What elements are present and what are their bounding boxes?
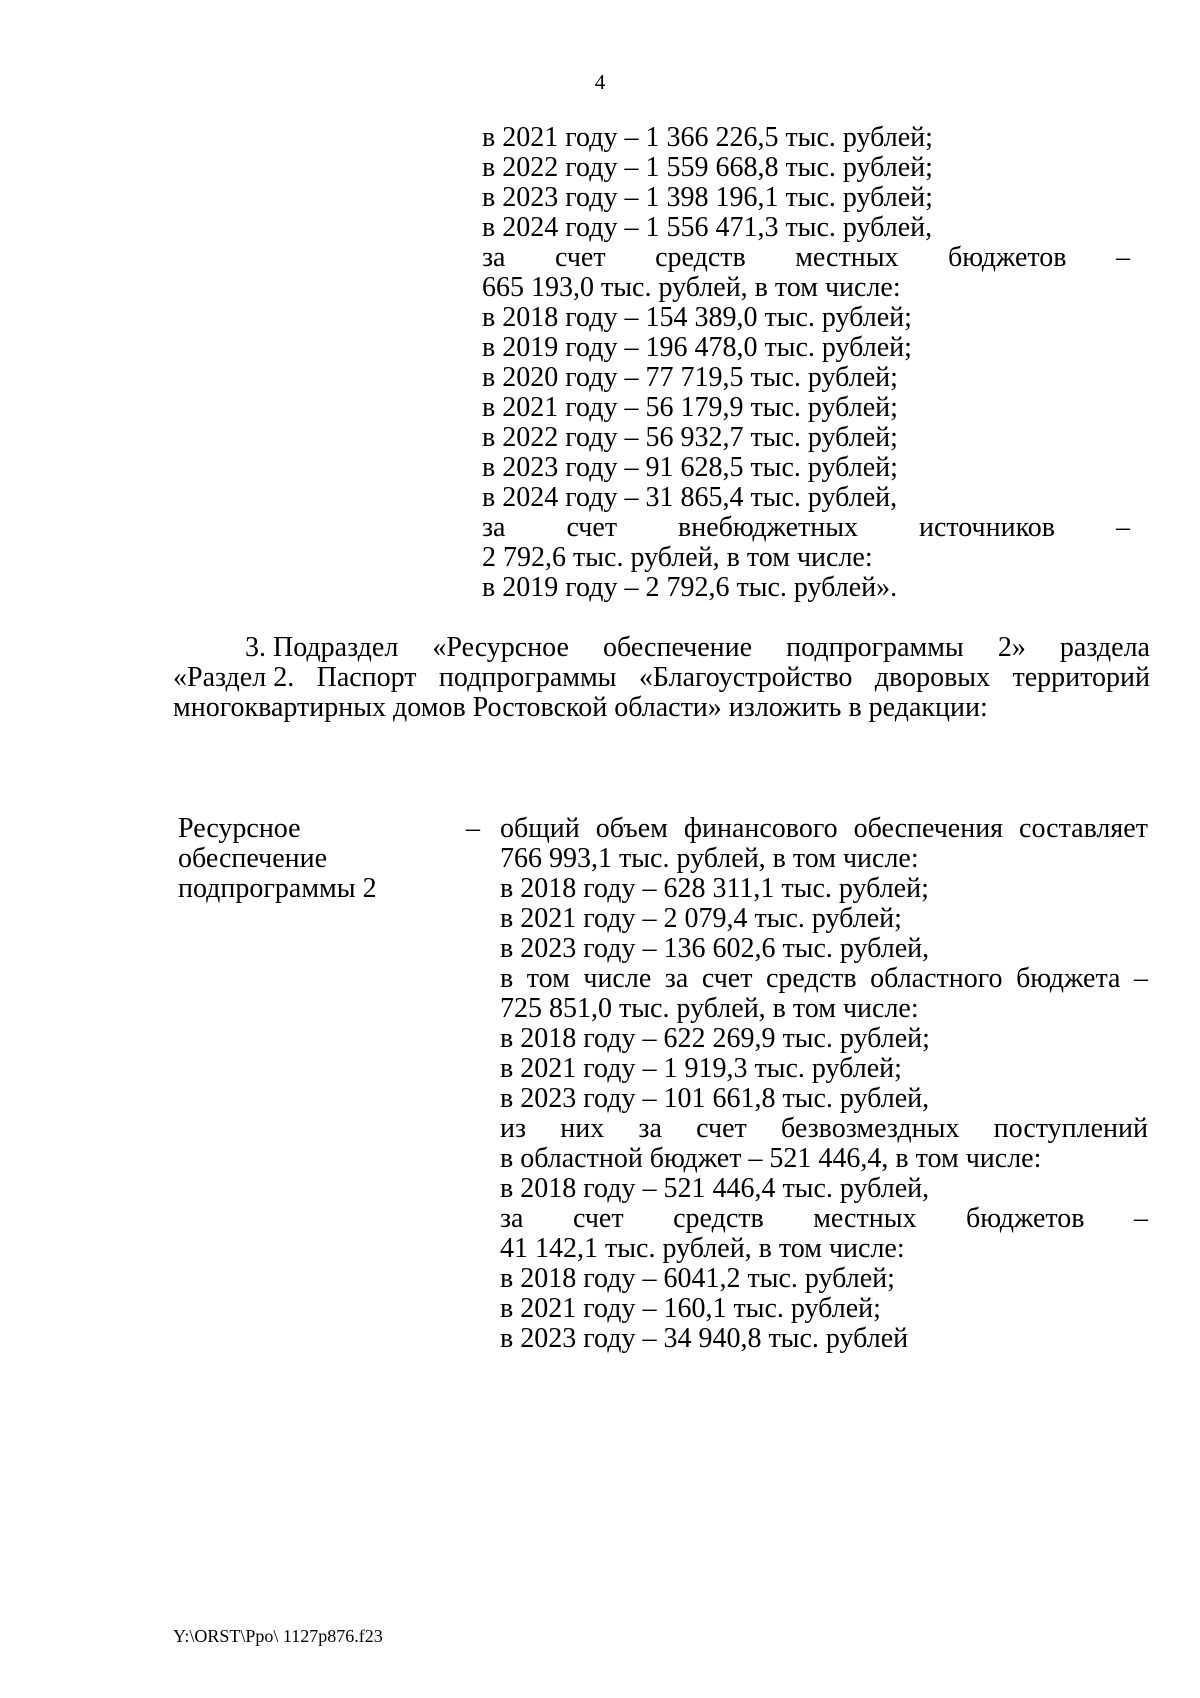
year-line: в 2020 году – 77 719,5 тыс. рублей; [482,362,898,393]
year-line: в 2021 году – 1 919,3 тыс. рублей; [500,1053,902,1084]
local-heading: за счет средств местных бюджетов – [500,1203,1148,1234]
year-line: в 2024 году – 31 865,4 тыс. рублей, [482,482,898,513]
regional-total: 725 851,0 тыс. рублей, в том числе: [500,993,919,1024]
extrabudget-total: 2 792,6 тыс. рублей, в том числе: [482,542,873,573]
local-total: 41 142,1 тыс. рублей, в том числе: [500,1233,905,1264]
year-line: в 2018 году – 628 311,1 тыс. рублей; [500,873,929,904]
local-budgets-heading: за счет средств местных бюджетов – [482,242,1130,273]
separator-dash: – [466,813,480,844]
gratuitous-total: в областной бюджет – 521 446,4, в том числе: [500,1143,1042,1174]
year-line: в 2021 году – 2 079,4 тыс. рублей; [500,903,902,934]
paragraph-line: 3. Подраздел «Ресурсное обеспечение подпрограммы 2» раздела [245,632,1150,663]
gratuitous-heading: из них за счет безвозмездных поступлений [500,1113,1148,1144]
year-line: в 2023 году – 136 602,6 тыс. рублей, [500,933,930,964]
year-line: в 2019 году – 196 478,0 тыс. рублей; [482,332,912,363]
year-line: в 2023 году – 1 398 196,1 тыс. рублей; [482,182,933,213]
year-line: в 2024 году – 1 556 471,3 тыс. рублей, [482,212,933,243]
year-line: в 2022 году – 56 932,7 тыс. рублей; [482,422,898,453]
year-line: в 2018 году – 6041,2 тыс. рублей; [500,1263,895,1294]
label-line: подпрограммы 2 [178,873,377,904]
label-line: обеспечение [178,843,328,874]
year-line: в 2022 году – 1 559 668,8 тыс. рублей; [482,152,933,183]
year-line: в 2023 году – 101 661,8 тыс. рублей, [500,1083,930,1114]
label-line: Ресурсное [178,813,301,844]
year-line: в 2021 году – 56 179,9 тыс. рублей; [482,392,898,423]
year-line: в 2023 году – 91 628,5 тыс. рублей; [482,452,898,483]
extrabudget-heading: за счет внебюджетных источников – [482,512,1130,543]
paragraph-line: «Раздел 2. Паспорт подпрограммы «Благоустройство дворовых территорий [173,662,1150,693]
year-line: в 2018 году – 154 389,0 тыс. рублей; [482,302,912,333]
local-budgets-total: 665 193,0 тыс. рублей, в том числе: [482,272,901,303]
total-heading: общий объем финансового обеспечения составляет [500,813,1148,844]
year-line: в 2021 году – 160,1 тыс. рублей; [500,1293,881,1324]
year-line: в 2018 году – 622 269,9 тыс. рублей; [500,1023,930,1054]
page-number: 4 [594,70,606,94]
year-line: в 2019 году – 2 792,6 тыс. рублей». [482,572,898,603]
year-line: в 2021 году – 1 366 226,5 тыс. рублей; [482,122,933,153]
paragraph-line: многоквартирных домов Ростовской области» изложить в редакции: [173,692,988,723]
regional-heading: в том числе за счет средств областного бюджета – [500,963,1148,994]
year-line: в 2018 году – 521 446,4 тыс. рублей, [500,1173,930,1204]
file-path-footer: Y:\ORST\Ppo\ 1127p876.f23 [173,1626,383,1646]
total-amount: 766 993,1 тыс. рублей, в том числе: [500,843,919,874]
year-line: в 2023 году – 34 940,8 тыс. рублей [500,1323,909,1354]
